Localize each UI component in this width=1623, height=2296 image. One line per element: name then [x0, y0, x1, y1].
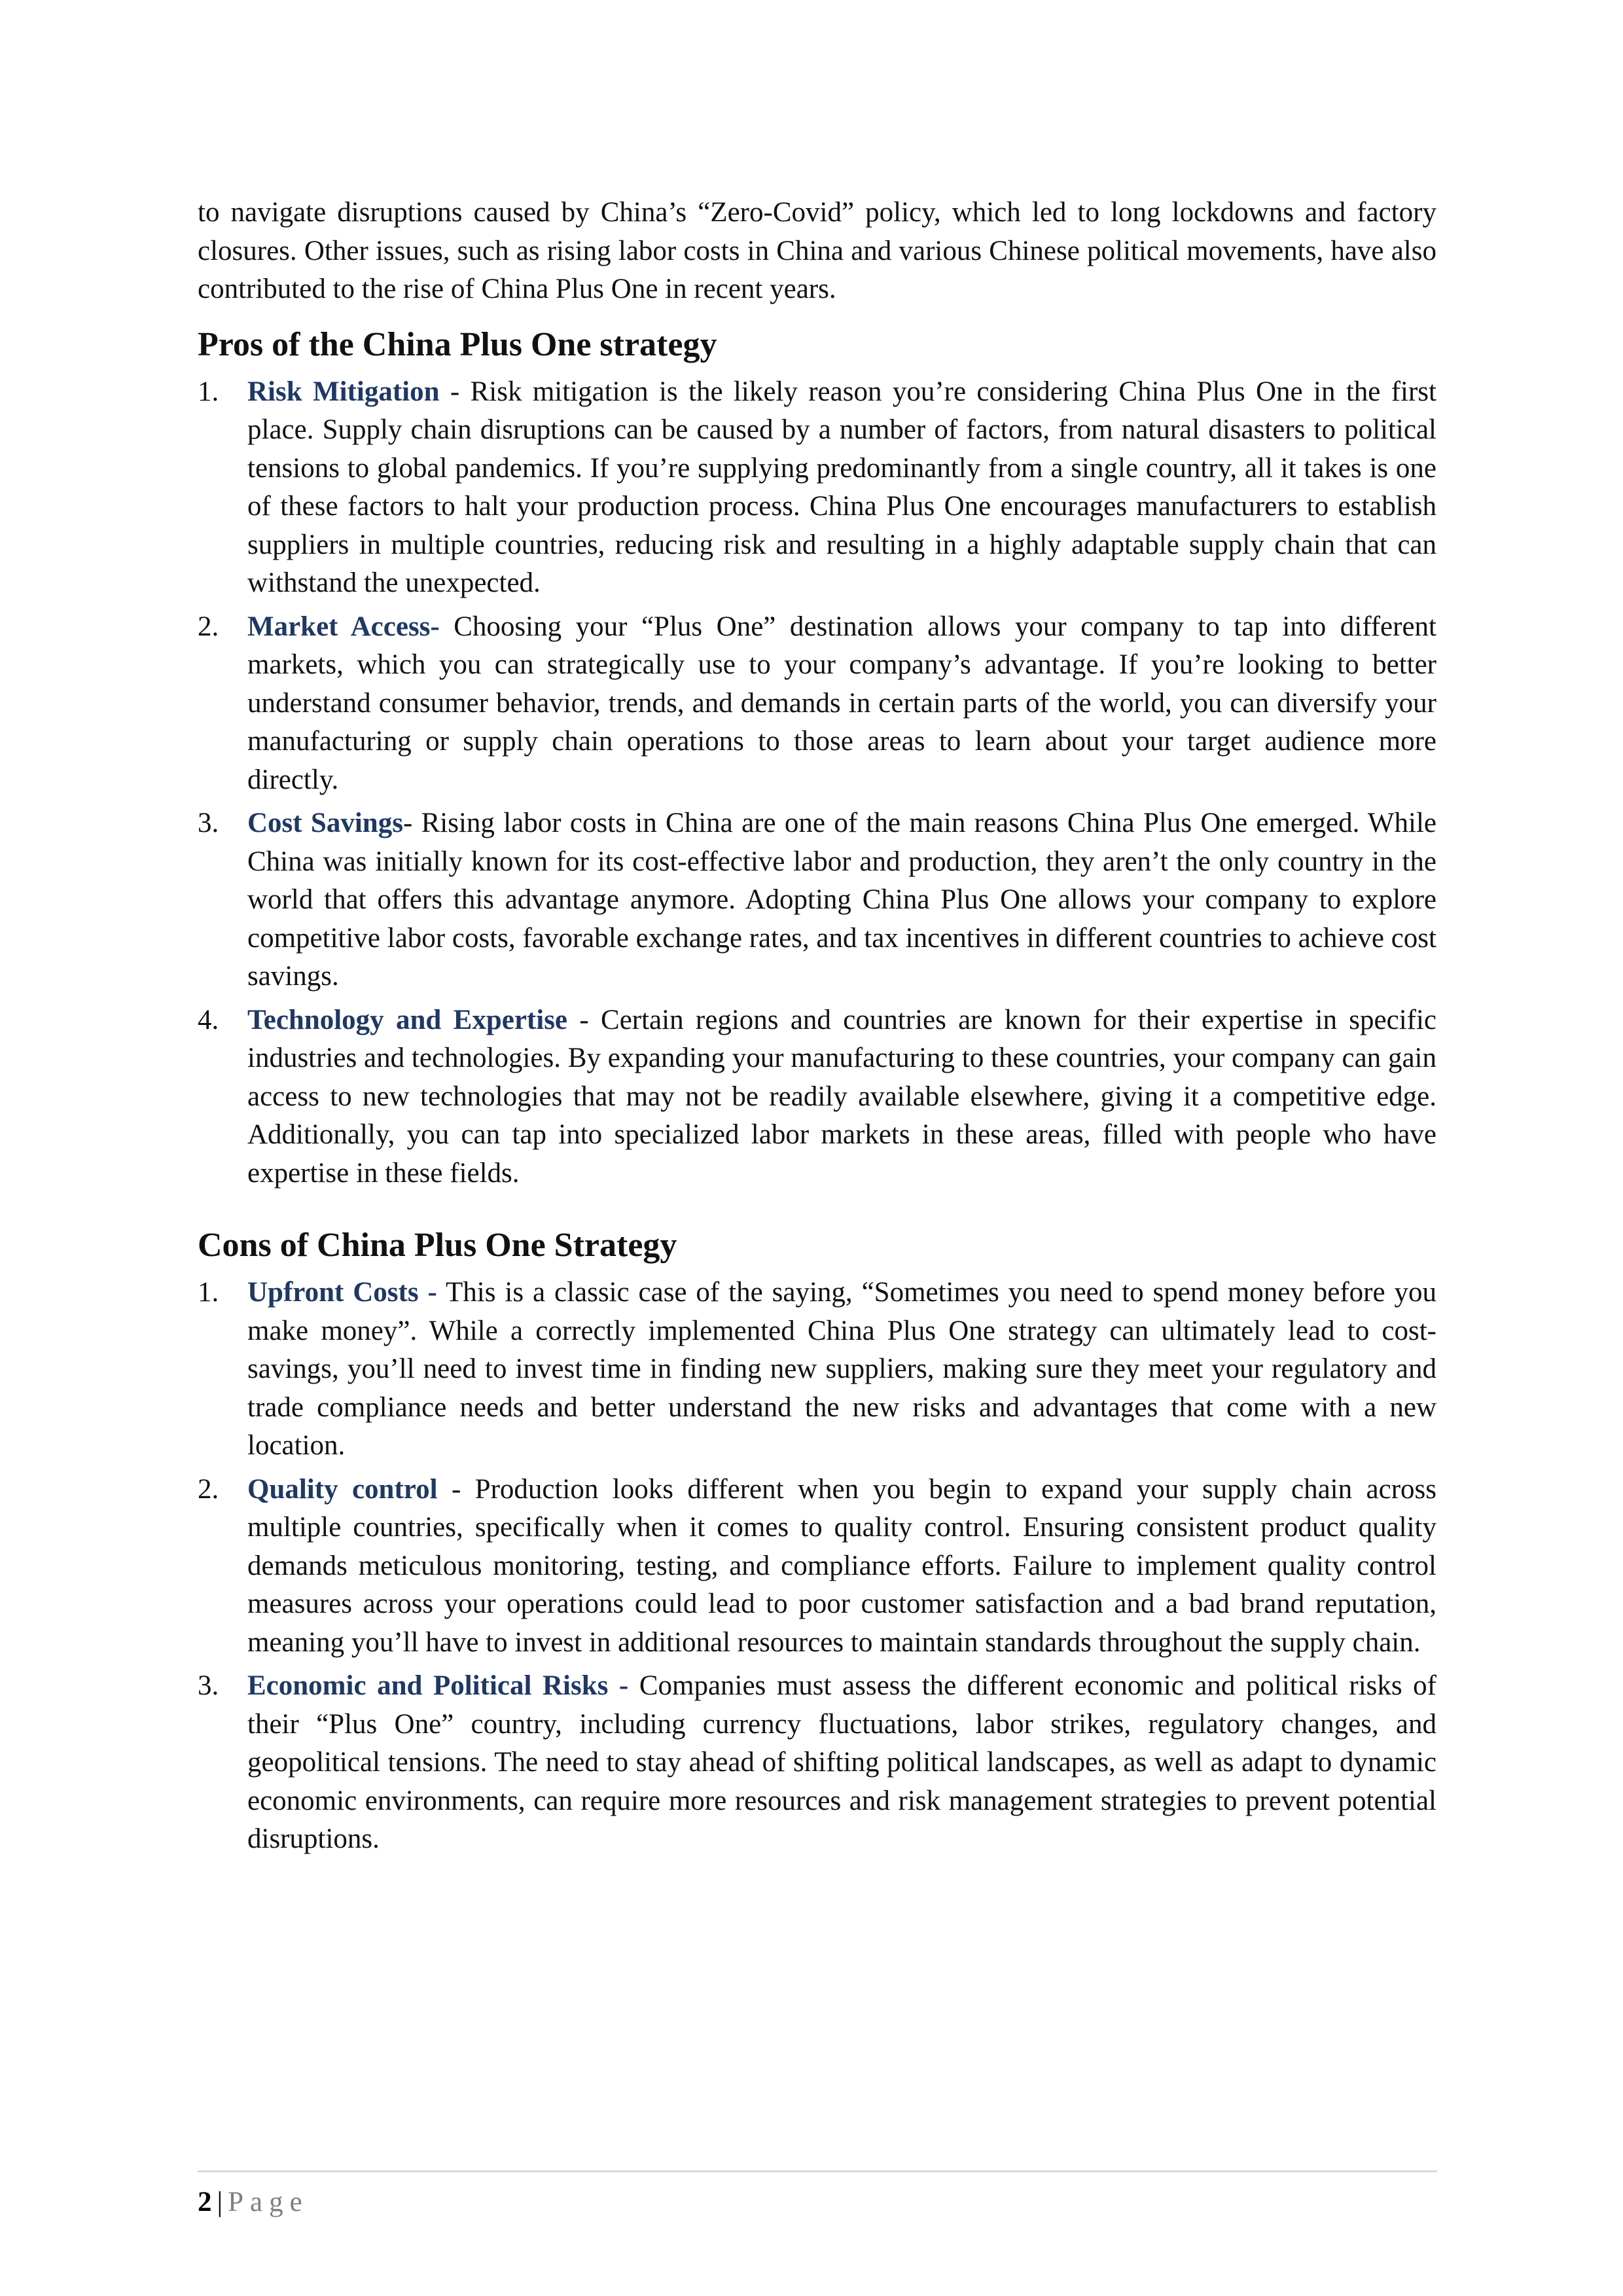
list-text: Production looks different when you begin to expand your supply chain across multiple countries, specifically when it comes to quality control. Ensuring consistent product quality demands meticulous monitoring, testing, and compliance efforts. Failure to implement quality control measures across your operations could lead to poor customer satisfaction and a bad brand reputation, meaning you’ll have to invest in additional resources to maintain standards throughout the supply chain. — [247, 1473, 1436, 1658]
list-text: This is a classic case of the saying, “Sometimes you need to spend money before you make money”. While a correctly implemented China Plus One strategy can ultimately lead to cost-savings, you’ll need to invest time in finding new suppliers, making sure they meet your regulatory and trade compliance needs and better understand the new risks and advantages that come with a new location. — [247, 1277, 1436, 1461]
pros-list-item — [198, 1001, 1436, 1193]
pros-list — [198, 373, 1436, 1193]
list-text: Companies must assess the different economic and political risks of their “Plus One” country, including currency fluctuations, labor strikes, regulatory changes, and geopolitical tensions. The need to stay ahead of shifting political landscapes, as well as adapt to dynamic economic environments, can require more resources and risk management strategies to prevent potential disruptions. — [247, 1670, 1436, 1854]
list-text: Rising labor costs in China are one of the main reasons China Plus One emerged. While China was initially known for its cost-effective labor and production, they aren’t the only country in the world that offers this advantage anymore. Adopting China Plus One allows your company to explore competitive labor costs, favorable exchange rates, and tax incentives in different countries to achieve cost savings. — [247, 808, 1436, 992]
list-separator: - — [567, 1004, 601, 1035]
list-term: Quality control — [247, 1473, 438, 1505]
page-label: Page — [228, 2187, 309, 2217]
page-footer — [198, 2183, 309, 2221]
list-separator — [437, 1277, 446, 1308]
list-separator — [440, 611, 454, 642]
list-separator: - — [437, 1473, 475, 1505]
pros-list-item — [198, 608, 1436, 800]
list-term: Cost Savings — [247, 808, 403, 838]
cons-heading: Cons of China Plus One Strategy — [198, 1227, 677, 1264]
pros-list-item — [198, 373, 1436, 603]
list-separator: - — [402, 808, 421, 838]
pros-list-item — [198, 804, 1436, 996]
list-number: 3. — [198, 808, 219, 838]
list-text: Choosing your “Plus One” destination allows your company to tap into different markets, which you can strategically use to your company’s advantage. If you’re looking to better understand consumer behavior, trends, and demands in certain parts of the world, you can diversify your manufacturing or supply chain operations to those areas to learn about your target audience more directly. — [247, 611, 1436, 795]
list-number: 1. — [198, 1277, 219, 1308]
cons-list — [198, 1274, 1436, 1859]
list-term: Risk Mitigation — [247, 376, 440, 407]
pros-heading: Pros of the China Plus One strategy — [198, 325, 717, 363]
footer-separator: | — [217, 2187, 223, 2217]
cons-list-item — [198, 1667, 1436, 1859]
list-separator — [628, 1670, 639, 1701]
cons-list-item — [198, 1274, 1436, 1465]
list-number: 2. — [198, 611, 219, 642]
page-number: 2 — [198, 2187, 212, 2217]
list-number: 2. — [198, 1473, 219, 1505]
list-number: 3. — [198, 1670, 219, 1701]
list-term: Market Access- — [247, 611, 440, 642]
list-term: Upfront Costs - — [247, 1277, 437, 1308]
list-text: Risk mitigation is the likely reason you’re considering China Plus One in the first place. Supply chain disruptions can be caused by a number of factors, from natural disasters to political tensions to global pandemics. If you’re supplying predominantly from a single country, all it takes is one of these factors to halt your production process. China Plus One encourages manufacturers to establish suppliers in multiple countries, reducing risk and resulting in a highly adaptable supply chain that can withstand the unexpected. — [247, 376, 1436, 598]
list-term: Technology and Expertise — [247, 1004, 568, 1035]
list-separator: - — [439, 376, 471, 407]
list-number: 1. — [198, 376, 219, 407]
cons-list-item — [198, 1471, 1436, 1662]
list-term: Economic and Political Risks - — [247, 1670, 629, 1701]
list-text: Certain regions and countries are known for their expertise in specific industries and technologies. By expanding your manufacturing to these countries, your company can gain access to new technologies that may not be readily available elsewhere, giving it a competitive edge. Additionally, you can tap into specialized labor markets in these areas, filled with people who have expertise in these fields. — [247, 1004, 1436, 1189]
footer-divider — [198, 2170, 1437, 2172]
document-page — [198, 194, 1436, 1859]
intro-paragraph: to navigate disruptions caused by China’s “Zero-Covid” policy, which led to long lockdowns and factory closures. Other issues, such as rising labor costs in China and various Chinese political movements, have also contributed to the rise of China Plus One in recent years. — [198, 197, 1436, 304]
list-number: 4. — [198, 1004, 219, 1035]
